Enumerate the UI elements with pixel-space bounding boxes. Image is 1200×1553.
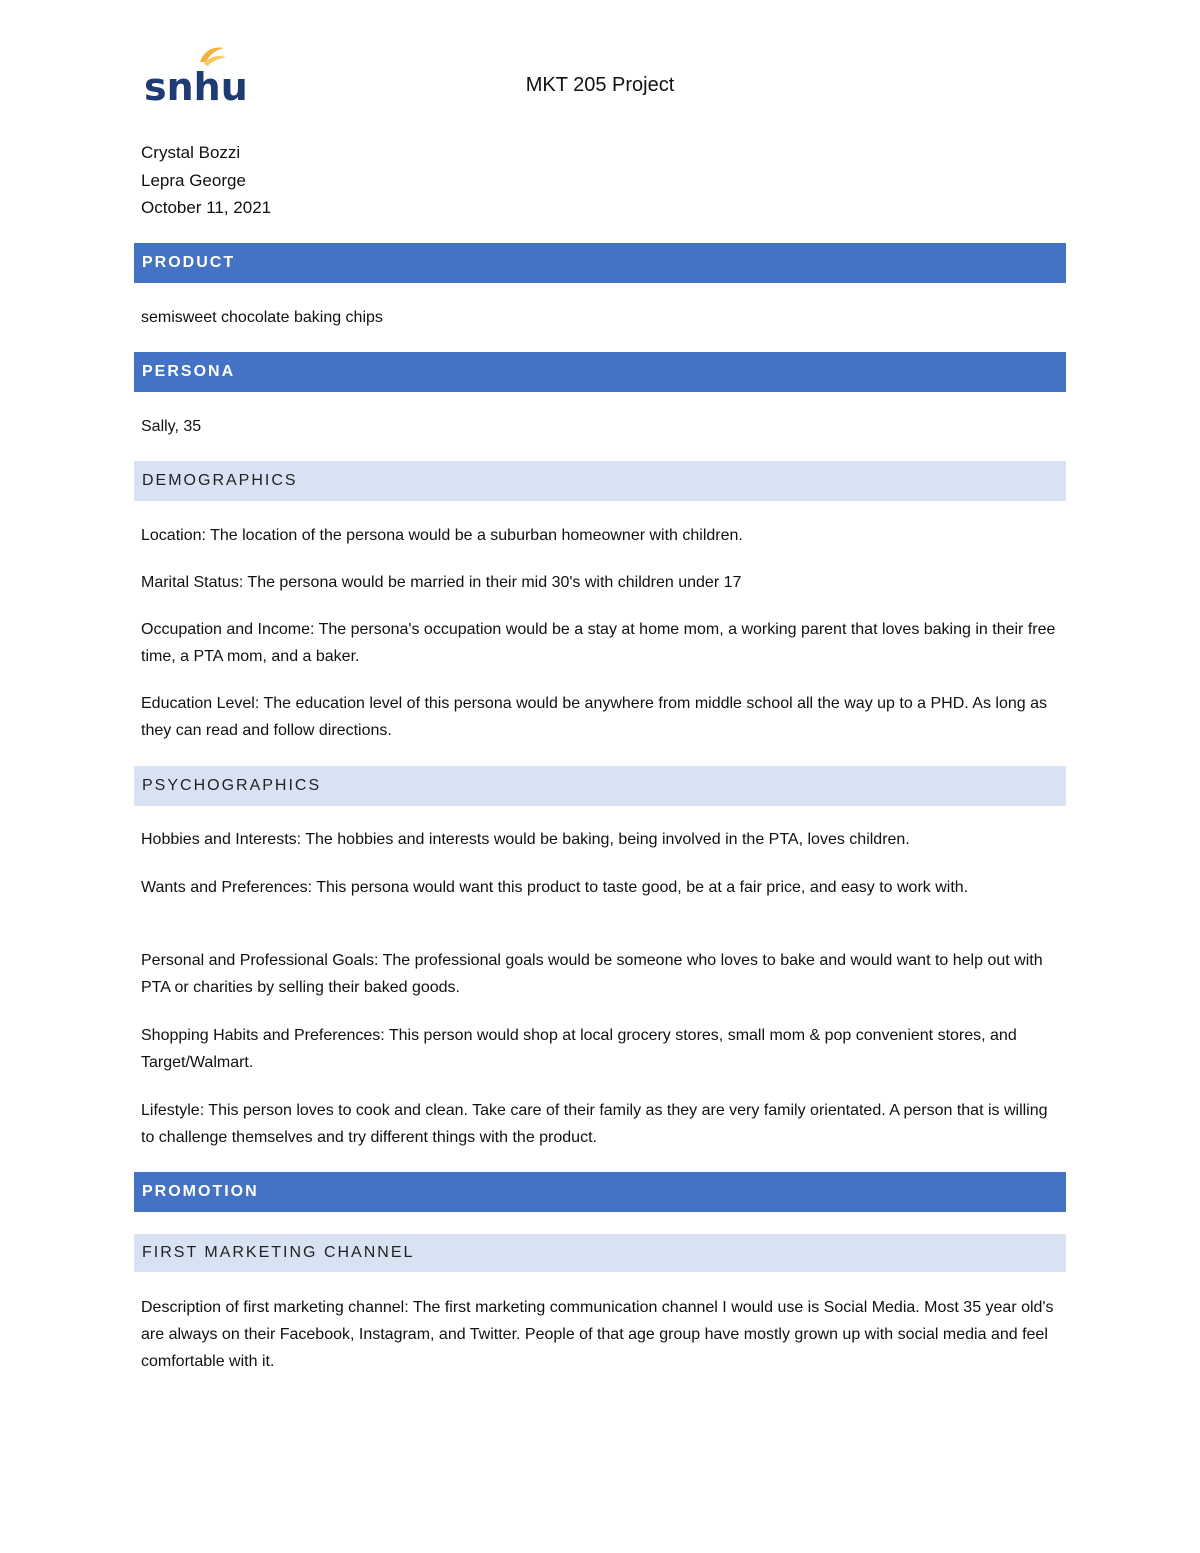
promotion-heading: PROMOTION bbox=[134, 1172, 1066, 1212]
document-date: October 11, 2021 bbox=[141, 198, 272, 217]
author-name-1: Crystal Bozzi bbox=[141, 143, 241, 162]
first-channel-description: Description of first marketing channel: The first marketing communication channel I would use is Social Media. Most 35 year old's are always on their Facebook, Instagram, and Twitter. People of that age group have mostly grown up with social media and feel comfortable with it. bbox=[141, 1299, 1054, 1370]
first-channel-heading: FIRST MARKETING CHANNEL bbox=[134, 1234, 1066, 1272]
psychographics-heading: PSYCHOGRAPHICS bbox=[134, 766, 1066, 806]
psychographics-shopping: Shopping Habits and Preferences: This person would shop at local grocery stores, small mom & pop convenient stores, and Target/Walmart. bbox=[141, 1027, 1017, 1071]
author-name-2: Lepra George bbox=[141, 171, 246, 190]
psychographics-lifestyle: Lifestyle: This person loves to cook and clean. Take care of their family as they are very family orientated. A person that is willing to challenge themselves and try different things with the product. bbox=[141, 1102, 1048, 1146]
demographics-occupation: Occupation and Income: The persona's occupation would be a stay at home mom, a working parent that loves baking in their free time, a PTA mom, and a baker. bbox=[141, 621, 1056, 665]
svg-text:snhu: snhu bbox=[144, 65, 248, 109]
psychographics-wants: Wants and Preferences: This persona would want this product to taste good, be at a fair price, and easy to work with. bbox=[141, 879, 969, 896]
demographics-marital-status: Marital Status: The persona would be married in their mid 30's with children under 17 bbox=[141, 574, 742, 591]
persona-text: Sally, 35 bbox=[141, 418, 202, 435]
persona-heading: PERSONA bbox=[134, 352, 1066, 392]
demographics-heading: DEMOGRAPHICS bbox=[134, 461, 1066, 501]
product-heading: PRODUCT bbox=[134, 243, 1066, 283]
document-title: MKT 205 Project bbox=[525, 74, 675, 96]
psychographics-hobbies: Hobbies and Interests: The hobbies and interests would be baking, being involved in the PTA, loves children. bbox=[141, 831, 910, 848]
product-text: semisweet chocolate baking chips bbox=[141, 309, 383, 326]
demographics-education: Education Level: The education level of this persona would be anywhere from middle school all the way up to a PHD. As long as they can read and follow directions. bbox=[141, 695, 1048, 739]
psychographics-goals: Personal and Professional Goals: The professional goals would be someone who loves to bake and would want to help out with PTA or charities by selling their baked goods. bbox=[141, 952, 1043, 996]
demographics-location: Location: The location of the persona would be a suburban homeowner with children. bbox=[141, 527, 743, 544]
